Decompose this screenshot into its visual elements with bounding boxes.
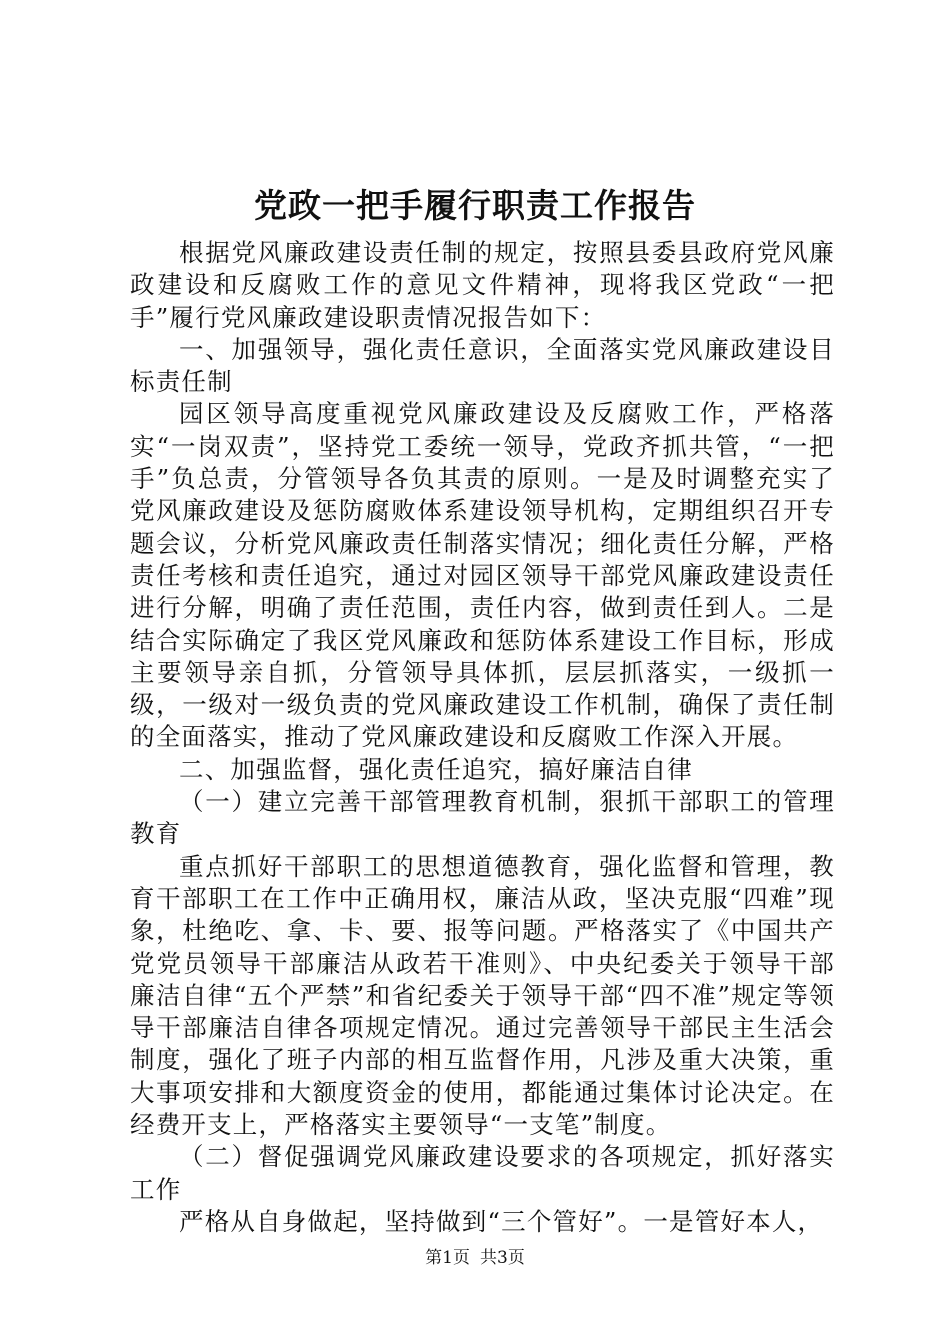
document-title: 党政一把手履行职责工作报告 (254, 186, 696, 225)
body-paragraph: 重点抓好干部职工的思想道德教育，强化监督和管理，教育干部职工在工作中正确用权，廉洁从政，坚决克服“四难”现象，杜绝吃、拿、卡、要、报等问题。严格落实了《中国共产党党员领导干部廉洁从政若干准则》、中央纪委关于领导干部廉洁自律“五个严禁”和省纪委关于领导干部“四不准”规定等领导干部廉洁自律各项规定情况。通过完善领导干部民主生活会制度，强化了班子内部的相互监督作用，凡涉及重大决策，重大事项安排和大额度资金的使用，都能通过集体讨论决定。在经费开支上，严格落实主要领导“一支笔”制度。 (130, 851, 835, 1140)
body-paragraph: 严格从自身做起，坚持做到“三个管好”。一是管好本人， (179, 1206, 824, 1236)
subsection-heading-1: （一）建立完善干部管理教育机制，狠抓干部职工的管理教育 (130, 787, 835, 849)
page-number: 第1页 (425, 1248, 470, 1268)
body-paragraph: 园区领导高度重视党风廉政建设及反腐败工作，严格落实“一岗双责”，坚持党工委统一领导，党政齐抓共管，“一把手”负总责，分管领导各负其责的原则。一是及时调整充实了党风廉政建设及惩防腐败体系建设领导机构，定期组织召开专题会议，分析党风廉政责任制落实情况；细化责任分解，严格责任考核和责任追究，通过对园区领导干部党风廉政建设责任进行分解，明确了责任范围，责任内容，做到责任到人。二是结合实际确定了我区党风廉政和惩防体系建设工作目标，形成主要领导亲自抓，分管领导具体抓，层层抓落实，一级抓一级，一级对一级负责的党风廉政建设工作机制，确保了责任制的全面落实，推动了党风廉政建设和反腐败工作深入开展。 (130, 399, 835, 752)
document-body (130, 237, 835, 1238)
intro-paragraph: 根据党风廉政建设责任制的规定，按照县委县政府党风廉政建设和反腐败工作的意见文件精神，现将我区党政“一把手”履行党风廉政建设职责情况报告如下： (130, 238, 835, 332)
page-total: 共3页 (480, 1248, 525, 1268)
page-footer (0, 1246, 950, 1270)
section-heading-2: 二、加强监督，强化责任追究，搞好廉洁自律 (179, 754, 693, 784)
subsection-heading-2: （二）督促强调党风廉政建设要求的各项规定，抓好落实工作 (130, 1142, 835, 1204)
section-heading-1: 一、加强领导，强化责任意识，全面落实党风廉政建设目标责任制 (130, 334, 835, 397)
